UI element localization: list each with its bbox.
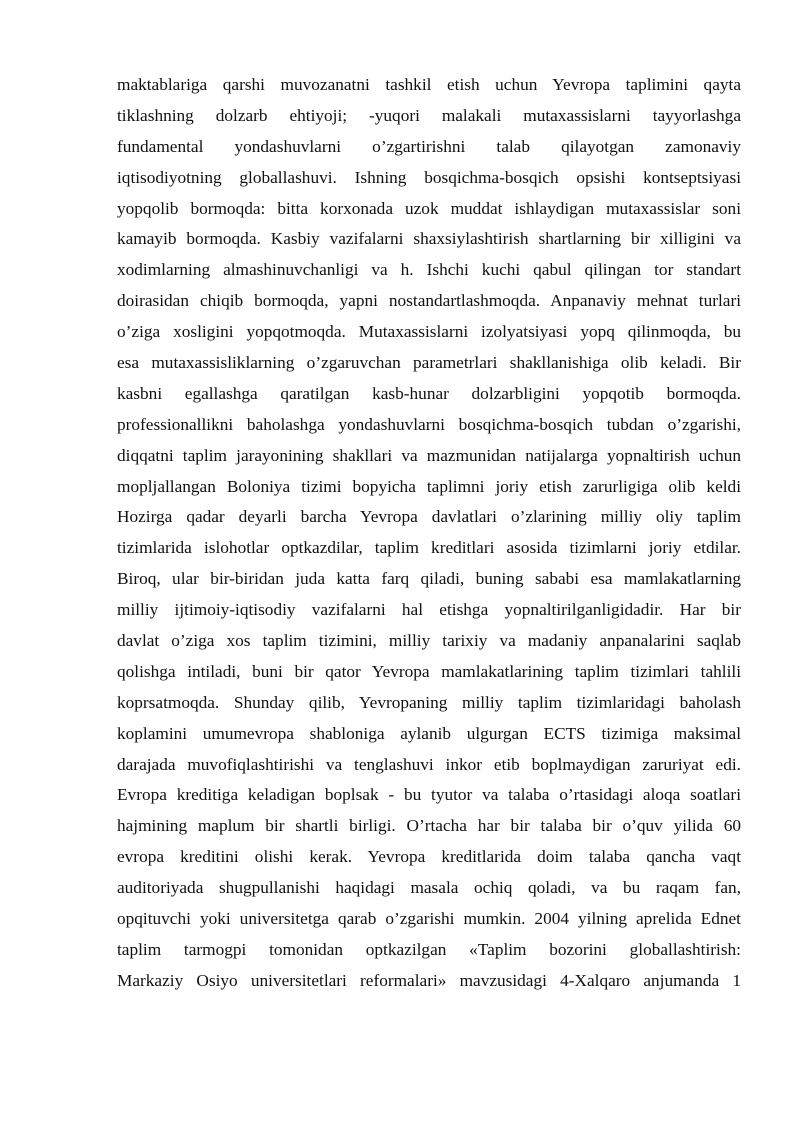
text-line: taplim tarmogpi tomonidan optkazilgan «Taplim bozorini globallashtirish:	[117, 939, 741, 959]
text-line: Markaziy Osiyo universitetlari reformalari» mavzusidagi 4-Xalqaro anjumanda 1	[117, 970, 741, 990]
text-line: yopqolib bormoqda: bitta korxonada uzok muddat ishlaydigan mutaxassislar soni	[117, 198, 741, 218]
text-line: diqqatni taplim jarayonining shakllari va mazmunidan natijalarga yopnaltirish uchun	[117, 445, 741, 465]
text-line: davlat o’ziga xos taplim tizimini, milliy tarixiy va madaniy anpanalarini saqlab	[117, 631, 741, 651]
text-line: fundamental yondashuvlarni o’zgartirishni talab qilayotgan zamonaviy	[117, 136, 741, 156]
text-line: maktablariga qarshi muvozanatni tashkil etish uchun Yevropa taplimini qayta	[117, 75, 741, 94]
text-line: tizimlarida islohotlar optkazdilar, taplim kreditlari asosida tizimlarni joriy etdilar.	[117, 538, 741, 558]
text-line: kasbni egallashga qaratilgan kasb-hunar dolzarbligini yopqotib bormoqda.	[117, 383, 741, 403]
text-line: koplamini umumevropa shabloniga aylanib ulgurgan ECTS tizimiga maksimal	[117, 723, 741, 743]
document-page	[117, 70, 741, 997]
text-line: hajmining maplum bir shartli birligi. O’rtacha har bir talaba bir o’quv yilida 60	[117, 816, 741, 836]
text-line: auditoriyada shugpullanishi haqidagi masala ochiq qoladi, va bu raqam fan,	[117, 878, 741, 898]
text-line: professionallikni baholashga yondashuvlarni bosqichma-bosqich tubdan o’zgarishi,	[117, 414, 741, 434]
text-line: iqtisodiyotning globallashuvi. Ishning bosqichma-bosqich opsishi kontseptsiyasi	[117, 167, 741, 187]
text-line: Evropa kreditiga keladigan boplsak - bu tyutor va talaba o’rtasidagi aloqa soatlari	[117, 785, 741, 805]
text-line: darajada muvofiqlashtirishi va tenglashuvi inkor etib boplmaydigan zaruriyat edi.	[117, 754, 741, 774]
text-line: Hozirga qadar deyarli barcha Yevropa davlatlari o’zlarining milliy oliy taplim	[117, 507, 741, 527]
text-line: opqituvchi yoki universitetga qarab o’zgarishi mumkin. 2004 yilning aprelida Ednet	[117, 909, 741, 929]
text-line: esa mutaxassisliklarning o’zgaruvchan parametrlari shakllanishiga olib keladi. Bir	[117, 353, 741, 373]
text-line: koprsatmoqda. Shunday qilib, Yevropaning milliy taplim tizimlaridagi baholash	[117, 692, 741, 712]
text-line: evropa kreditini olishi kerak. Yevropa kreditlarida doim talaba qancha vaqt	[117, 847, 741, 867]
text-line: milliy ijtimoiy-iqtisodiy vazifalarni hal etishga yopnaltirilganligidadir. Har bir	[117, 600, 741, 620]
text-line: mopljallangan Boloniya tizimi bopyicha taplimni joriy etish zarurligiga olib keldi	[117, 476, 741, 496]
text-line: doirasidan chiqib bormoqda, yapni nostandartlashmoqda. Anpanaviy mehnat turlari	[117, 291, 741, 311]
text-line: Biroq, ular bir-biridan juda katta farq qiladi, buning sababi esa mamlakatlarning	[117, 569, 741, 589]
text-line: tiklashning dolzarb ehtiyoji; -yuqori malakali mutaxassislarni tayyorlashga	[117, 105, 741, 125]
text-line: o’ziga xosligini yopqotmoqda. Mutaxassislarni izolyatsiyasi yopq qilinmoqda, bu	[117, 322, 741, 342]
text-line: kamayib bormoqda. Kasbiy vazifalarni shaxsiylashtirish shartlarning bir xilligini va	[117, 229, 741, 249]
text-line: qolishga intiladi, buni bir qator Yevropa mamlakatlarining taplim tizimlari tahlili	[117, 661, 741, 681]
text-line: xodimlarning almashinuvchanligi va h. Ishchi kuchi qabul qilingan tor standart	[117, 260, 741, 280]
